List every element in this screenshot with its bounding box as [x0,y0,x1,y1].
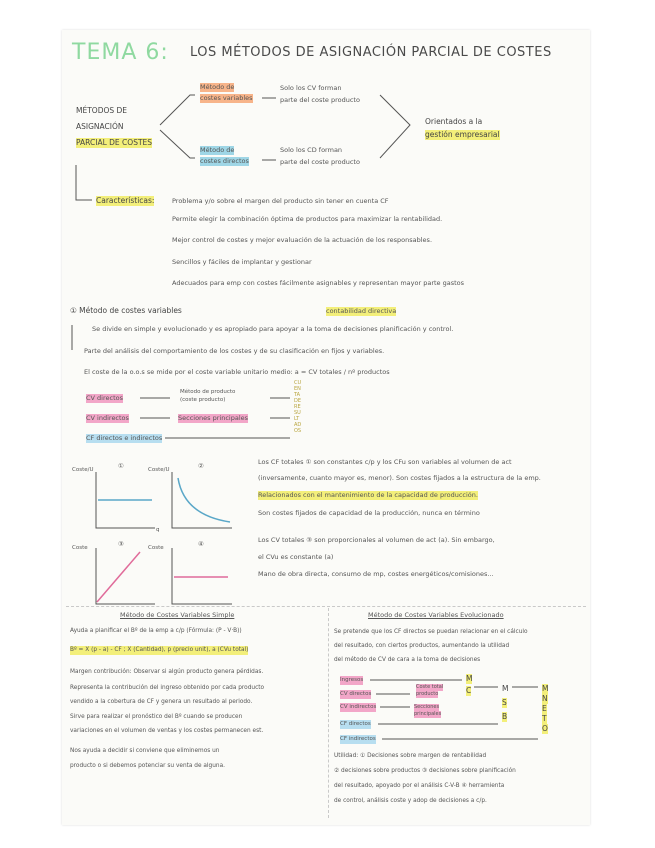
graph-note: Los CV totales ③ son proporcionales al volumen de act (a). Sin embargo, [258,536,495,544]
graph-note: el CVu es constante (a) [258,553,334,561]
evolved-mneto-3: E [542,704,547,713]
branch-variables-desc1: Solo los CV forman [280,84,342,92]
evolved-msb-s: S [502,698,507,707]
evolved-utilidad-line: de control, análisis coste y adop de decisiones a c/p. [334,798,487,804]
evolved-flow-cv-indirectos: CV indirectos [340,704,377,710]
evolved-flow-box2-b: principales [414,711,442,717]
evolved-flow-cf-indirectos: CF indirectos [340,736,376,742]
mindmap-root-line1: MÉTODOS DE [76,106,128,115]
tema-subtitle: LOS MÉTODOS DE ASIGNACIÓN PARCIAL DE COSTES [190,45,552,60]
evolved-mc-m: M [466,674,473,683]
flow-cv-directos: CV directos [86,394,123,402]
graph3-number: ③ [118,540,124,548]
flow-vertical-label: CUENTA DE RESULTADOS [294,380,302,434]
simple-method-line: vendido a la cobertura de CF y genera un resultado al periodo. [70,699,253,705]
branch-variables-label1: Método de [200,83,235,91]
simple-method-line: Margen contribución: Observar si algún producto genera pérdidas. [70,669,264,675]
evolved-method-heading: Método de Costes Variables Evolucionado [368,611,504,619]
section1-heading: ① Método de costes variables [70,306,182,315]
flow-cf: CF directos e indirectos [86,434,163,442]
evolved-mneto-5: O [542,724,548,733]
orientation-line2: gestión empresarial [425,130,500,139]
graph1-ylabel: Coste/U [72,467,94,473]
caracteristica-item: Mejor control de costes y mejor evaluación de la actuación de los responsables. [172,236,433,244]
branch-directos-label1: Método de [200,146,235,154]
evolved-method-line: del resultado, con ciertos productos, aumentando la utilidad [334,643,510,649]
branch-directos-desc1: Solo los CD forman [280,146,343,154]
caracteristica-item: Adecuados para emp con costes fácilmente asignables y representan mayor parte gastos [172,279,465,287]
graph-xlabel: q [156,527,160,533]
simple-method-line: Ayuda a planificar el Bº de la emp a c/p (Fórmula: (P - V·B)) [70,628,242,634]
graph2-ylabel: Coste/U [148,467,170,473]
simple-method-line: Nos ayuda a decidir si conviene que eliminemos un [70,748,220,754]
section1-note: contabilidad directiva [326,307,397,315]
branch-variables-label2: costes variables [200,94,253,102]
evolved-flow-box-a: Coste total [416,684,444,690]
evolved-flow-cf-directos: CF directos [340,721,371,727]
flow-mid2: Secciones principales [178,414,249,422]
simple-method-line: variaciones en el volumen de ventas y los costes permanecen est. [70,728,264,734]
flow-cv-indirectos: CV indirectos [86,414,129,422]
graph-note: (inversamente, cuanto mayor es, menor). Son costes fijados a la estructura de la emp. [258,474,541,482]
evolved-msb-m: M [502,684,509,693]
graph-note: Los CF totales ① son constantes c/p y los CFu son variables al volumen de act [258,458,512,466]
orientation-line1: Orientados a la [425,117,483,126]
caracteristica-item: Sencillos y fáciles de implantar y gestionar [172,258,312,266]
graph4-number: ④ [198,540,204,548]
branch-directos-desc2: parte del coste producto [280,158,360,166]
graph4-ylabel: Coste [148,545,164,551]
evolved-mneto-4: T [542,714,547,723]
evolved-mneto-1: M [542,684,549,693]
mindmap-root-line3: PARCIAL DE COSTES [76,138,153,147]
caracteristica-item: Permite elegir la combinación óptima de productos para maximizar la rentabilidad. [172,215,443,223]
evolved-flow-cv-directos: CV directos [340,691,372,697]
evolved-utilidad-line: ② decisiones sobre productos ③ decisiones sobre planificación [334,768,516,774]
graph1-number: ① [118,462,124,470]
simple-method-line: producto o si debemos potenciar su venta de alguna. [70,763,225,769]
caracteristicas-label: Características: [96,196,155,205]
evolved-utilidad-line: del resultado, apoyado por el análisis C-V-B ④ herramienta [334,783,505,789]
evolved-mc-c: C [466,686,472,695]
graph-note: Mano de obra directa, consumo de mp, costes energéticos/comisiones... [258,570,494,578]
evolved-utilidad-line: Utilidad: ① Decisiones sobre margen de rentabilidad [334,753,487,759]
evolved-mneto-2: N [542,694,548,703]
graph2-number: ② [198,462,204,470]
evolved-flow-box2-a: Secciones [414,704,440,710]
graph-note: Son costes fijados de capacidad de la producción, nunca en término [258,509,480,517]
evolved-method-line: Se pretende que los CF directos se puedan relacionar en el cálculo [334,629,528,635]
evolved-msb-b: B [502,712,508,721]
tema-title: TEMA 6: [72,40,169,65]
section1-line2: Parte del análisis del comportamiento de los costes y de su clasificación en fijos y variables. [84,347,385,355]
flow-mid1-b: (coste producto) [180,397,226,403]
simple-method-heading: Método de Costes Variables Simple [120,611,235,619]
simple-method-line: Representa la contribución del ingreso obtenido por cada producto [70,685,265,691]
simple-method-line: Bº = X (p - a) - CF ; X (Cantidad), p (precio unit), a (CVu total) [70,647,249,653]
section1-line1: Se divide en simple y evolucionado y es apropiado para apoyar a la toma de decisiones planificación y control. [92,325,454,333]
section1-line3: El coste de la o.o.s se mide por el coste variable unitario medio: a = CV totales / nº productos [84,368,390,376]
caracteristica-item: Problema y/o sobre el margen del producto sin tener en cuenta CF [172,197,389,205]
evolved-flow-box-b: producto [416,691,439,697]
flow-mid1-a: Método de producto [180,389,236,395]
evolved-method-line: del método de CV de cara a la toma de decisiones [334,657,481,663]
evolved-flow-ingresos: Ingresos [340,677,364,683]
branch-directos-label2: costes directos [200,157,249,165]
mindmap-root-line2: ASIGNACIÓN [76,122,124,131]
simple-method-line: Sirve para realizar el pronóstico del Bº cuando se producen [70,714,243,720]
graph-note: Relacionados con el mantenimiento de la capacidad de producción. [258,491,478,499]
graph3-ylabel: Coste [72,545,88,551]
branch-variables-desc2: parte del coste producto [280,96,360,104]
